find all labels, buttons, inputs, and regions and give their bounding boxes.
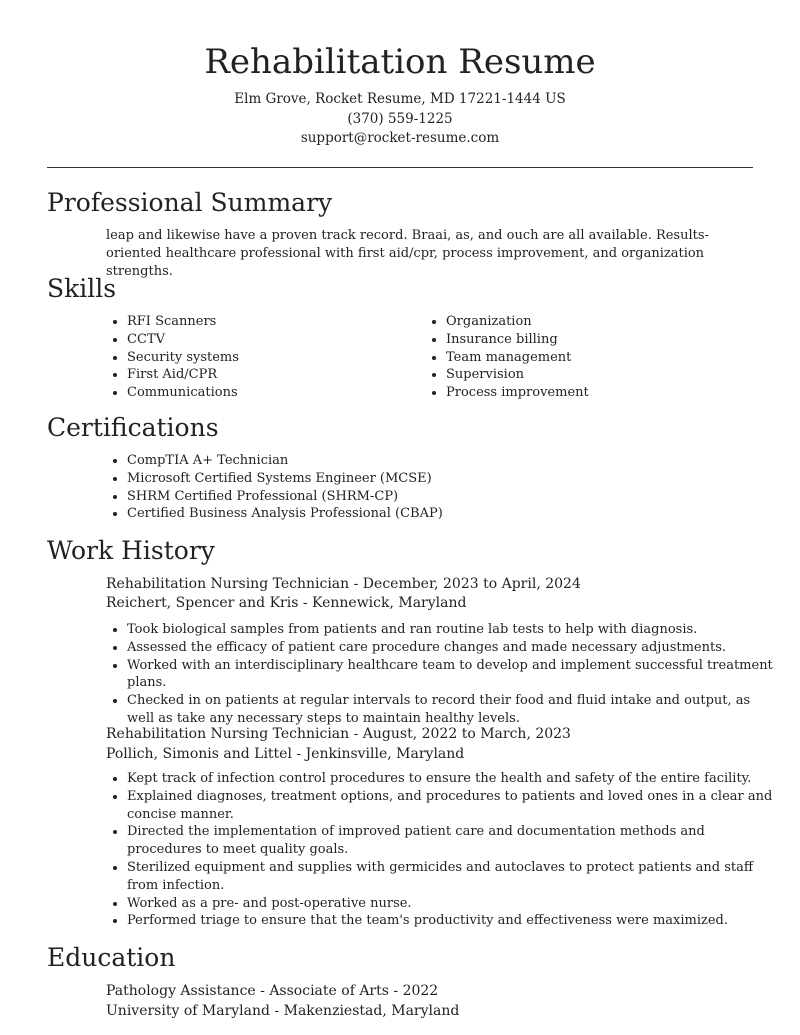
contact-email: support@rocket-resume.com <box>300 130 500 146</box>
job-employer: Pollich, Simonis and Littel - Jenkinsville, Maryland <box>106 746 465 762</box>
certification-item: • Microsoft Certified Systems Engineer (MCSE) <box>127 470 767 488</box>
skills-list-left <box>106 313 417 402</box>
skill-item: • Communications <box>127 384 417 402</box>
section-title-skills: Skills <box>47 274 117 303</box>
job-bullet: • Checked in on patients at regular intervals to record their food and fluid intake and output, as well as take any necessary steps to maintain healthy levels. <box>127 692 777 728</box>
contact-phone: (370) 559-1225 <box>347 110 453 127</box>
contact-address: Elm Grove, Rocket Resume, MD 17221-1444 US <box>234 91 566 107</box>
job-bullet: • Sterilized equipment and supplies with germicides and autoclaves to protect patients and staff from infection. <box>127 859 777 895</box>
education-school: University of Maryland - Makenziestad, Maryland <box>106 1003 460 1019</box>
job-heading: Rehabilitation Nursing Technician - December, 2023 to April, 2024 <box>106 576 581 592</box>
skill-item: • Insurance billing <box>446 331 746 349</box>
certification-item: • SHRM Certified Professional (SHRM-CP) <box>127 488 767 506</box>
summary-text: leap and likewise have a proven track record. Braai, as, and ouch are all available. Results-oriented healthcare professional with first aid/cpr, process improvement, and organization strengths. <box>106 228 709 279</box>
job-bullets <box>106 770 777 930</box>
job-bullet: • Explained diagnoses, treatment options, and procedures to patients and loved ones in a clear and concise manner. <box>127 788 777 824</box>
skill-item: • RFI Scanners <box>127 313 417 331</box>
skill-item: • First Aid/CPR <box>127 366 417 384</box>
job-bullet: • Worked with an interdisciplinary healthcare team to develop and implement successful treatment plans. <box>127 657 777 693</box>
skills-list-right <box>425 313 746 402</box>
job-bullet: • Worked as a pre- and post-operative nurse. <box>127 895 777 913</box>
job-bullets <box>106 621 777 728</box>
skill-item: • Supervision <box>446 366 746 384</box>
education-degree: Pathology Assistance - Associate of Arts - 2022 <box>106 983 439 999</box>
certifications-list <box>106 452 767 523</box>
section-title-summary: Professional Summary <box>47 188 333 217</box>
header-divider <box>47 167 753 168</box>
job-bullet: • Kept track of infection control procedures to ensure the health and safety of the entire facility. <box>127 770 777 788</box>
resume-header <box>0 0 800 149</box>
skill-item: • Team management <box>446 349 746 367</box>
contact-block <box>0 90 800 149</box>
job-bullet: • Took biological samples from patients and ran routine lab tests to help with diagnosis. <box>127 621 777 639</box>
skill-item: • Security systems <box>127 349 417 367</box>
skill-item: • Process improvement <box>446 384 746 402</box>
job-heading: Rehabilitation Nursing Technician - August, 2022 to March, 2023 <box>106 726 571 742</box>
section-title-education: Education <box>47 943 176 972</box>
certification-item: • CompTIA A+ Technician <box>127 452 767 470</box>
job-bullet: • Assessed the efficacy of patient care procedure changes and made necessary adjustments. <box>127 639 777 657</box>
section-title-work-history: Work History <box>47 536 215 565</box>
resume-title: Rehabilitation Resume <box>204 42 596 82</box>
section-title-certifications: Certifications <box>47 413 219 442</box>
job-employer: Reichert, Spencer and Kris - Kennewick, Maryland <box>106 595 467 611</box>
certification-item: • Certified Business Analysis Professional (CBAP) <box>127 505 767 523</box>
skill-item: • Organization <box>446 313 746 331</box>
skill-item: • CCTV <box>127 331 417 349</box>
job-bullet: • Performed triage to ensure that the team's productivity and effectiveness were maximized. <box>127 912 777 930</box>
job-bullet: • Directed the implementation of improved patient care and documentation methods and procedures to meet quality goals. <box>127 823 777 859</box>
